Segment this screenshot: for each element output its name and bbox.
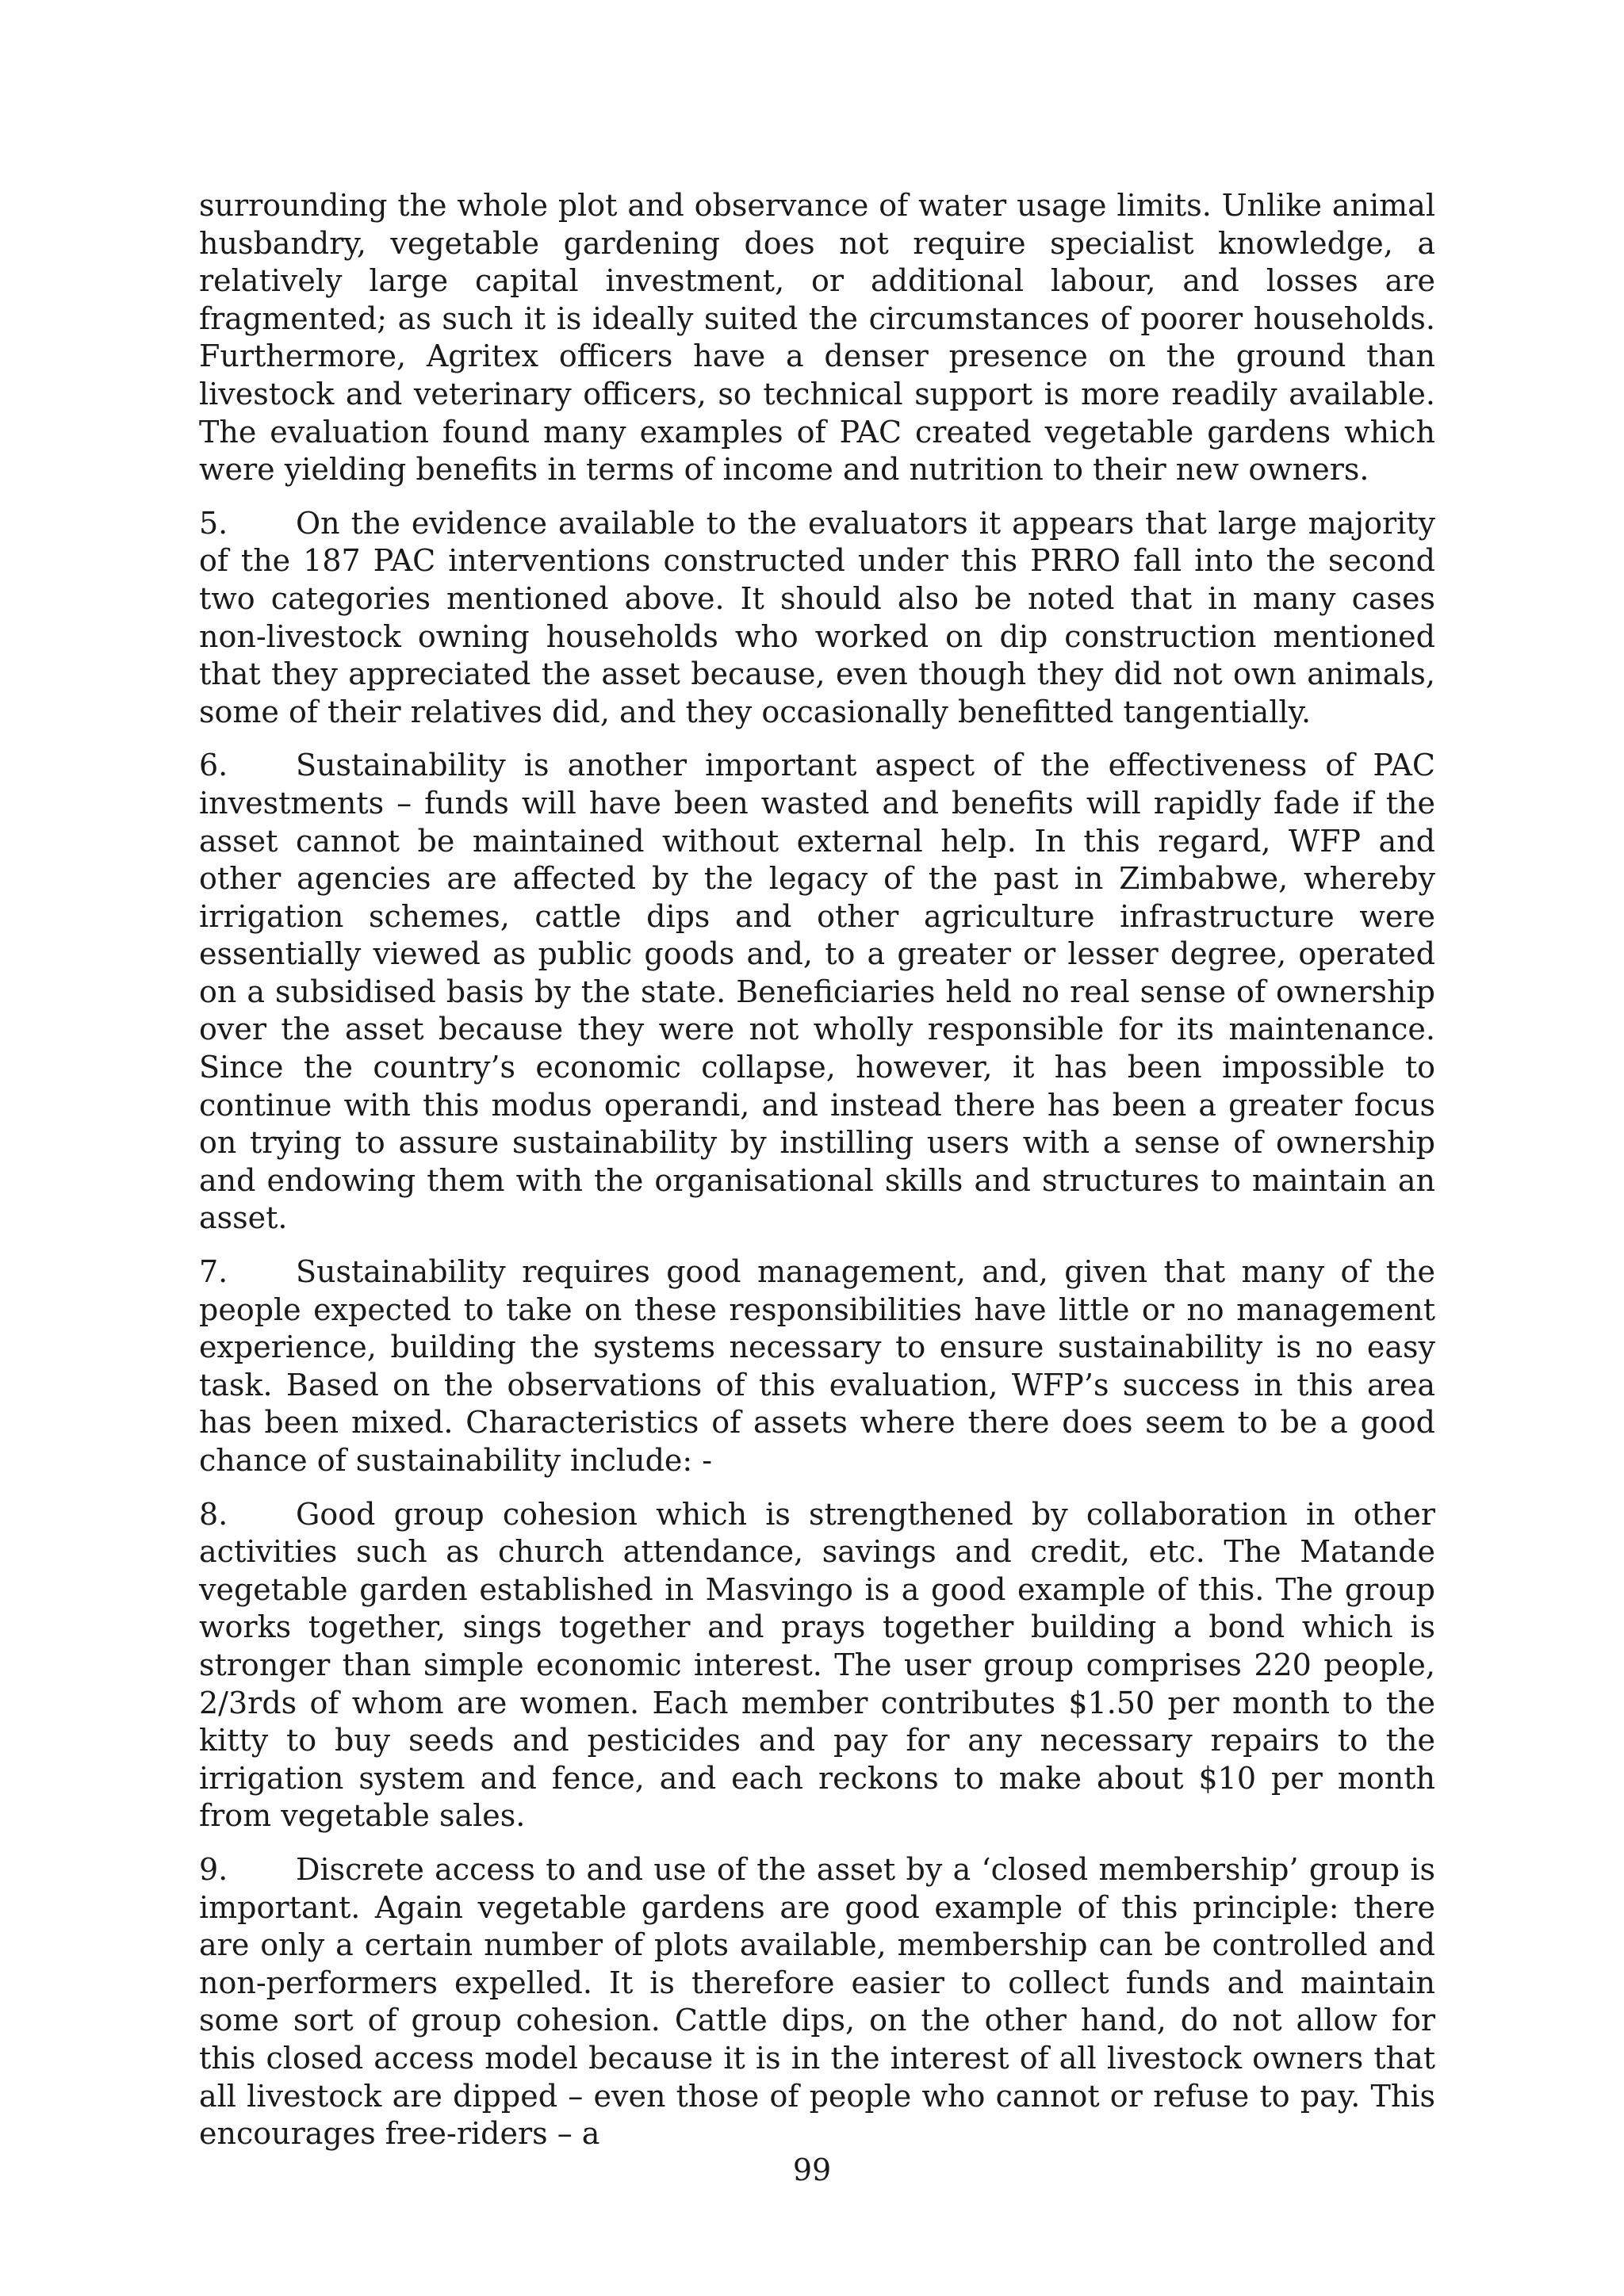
paragraph-number: 9.	[199, 1851, 228, 1887]
document-body	[199, 187, 1435, 2169]
page-number: 99	[792, 2152, 832, 2187]
paragraph-continued	[199, 187, 1435, 489]
paragraph-text: Sustainability requires good management, and, given that many of the people expected to take on these responsibilities have little or no management experience, building the systems necessary to ensure sustainability is no easy task. Based on the observations of this evaluation, WFP’s success in this area has been mixed. Characteristics of assets where there does seem to be a good chance of sustainability include: -	[199, 1254, 1435, 1478]
paragraph-text: Sustainability is another important aspect of the effectiveness of PAC investments – funds will have been wasted and benefits will rapidly fade if the asset cannot be maintained without external help. In this regard, WFP and other agencies are affected by the legacy of the past in Zimbabwe, whereby irrigation schemes, cattle dips and other agriculture infrastructure were essentially viewed as public goods and, to a greater or lesser degree, operated on a subsidised basis by the state. Beneficiaries held no real sense of ownership over the asset because they were not wholly responsible for its maintenance. Since the country’s economic collapse, however, it has been impossible to continue with this modus operandi, and instead there has been a greater focus on trying to assure sustainability by instilling users with a sense of ownership and endowing them with the organisational skills and structures to maintain an asset.	[199, 748, 1435, 1236]
paragraph-5	[199, 505, 1435, 732]
paragraph-9	[199, 1851, 1435, 2153]
paragraph-text: surrounding the whole plot and observance of water usage limits. Unlike animal husbandry, vegetable gardening does not require specialist knowledge, a relatively large capital investment, or additional labour, and losses are fragmented; as such it is ideally suited the circumstances of poorer households. Furthermore, Agritex officers have a denser presence on the ground than livestock and veterinary officers, so technical support is more readily available. The evaluation found many examples of PAC created vegetable gardens which were yielding benefits in terms of income and nutrition to their new owners.	[199, 188, 1435, 488]
paragraph-text: Discrete access to and use of the asset by a ‘closed membership’ group is important. Again vegetable gardens are good example of this principle: there are only a certain number of plots available, membership can be controlled and non-performers expelled. It is therefore easier to collect funds and maintain some sort of group cohesion. Cattle dips, on the other hand, do not allow for this closed access model because it is in the interest of all livestock owners that all livestock are dipped – even those of people who cannot or refuse to pay. This encourages free-riders – a	[199, 1851, 1435, 2152]
paragraph-number: 5.	[199, 505, 228, 541]
paragraph-6	[199, 747, 1435, 1238]
paragraph-text: On the evidence available to the evaluators it appears that large majority of the 187 PAC interventions constructed under this PRRO fall into the second two categories mentioned above. It should also be noted that in many cases non-livestock owning households who worked on dip construction mentioned that they appreciated the asset because, even though they did not own animals, some of their relatives did, and they occasionally benefitted tangentially.	[199, 505, 1435, 729]
paragraph-number: 7.	[199, 1254, 228, 1290]
paragraph-text: Good group cohesion which is strengthened by collaboration in other activities such as church attendance, savings and credit, etc. The Matande vegetable garden established in Masvingo is a good example of this. The group works together, sings together and prays together building a bond which is stronger than simple economic interest. The user group comprises 220 people, 2/3rds of whom are women. Each member contributes $1.50 per month to the kitty to buy seeds and pesticides and pay for any necessary repairs to the irrigation system and fence, and each reckons to make about $10 per month from vegetable sales.	[199, 1496, 1435, 1834]
paragraph-7	[199, 1253, 1435, 1480]
paragraph-8	[199, 1496, 1435, 1835]
paragraph-number: 8.	[199, 1496, 228, 1532]
paragraph-number: 6.	[199, 748, 228, 783]
